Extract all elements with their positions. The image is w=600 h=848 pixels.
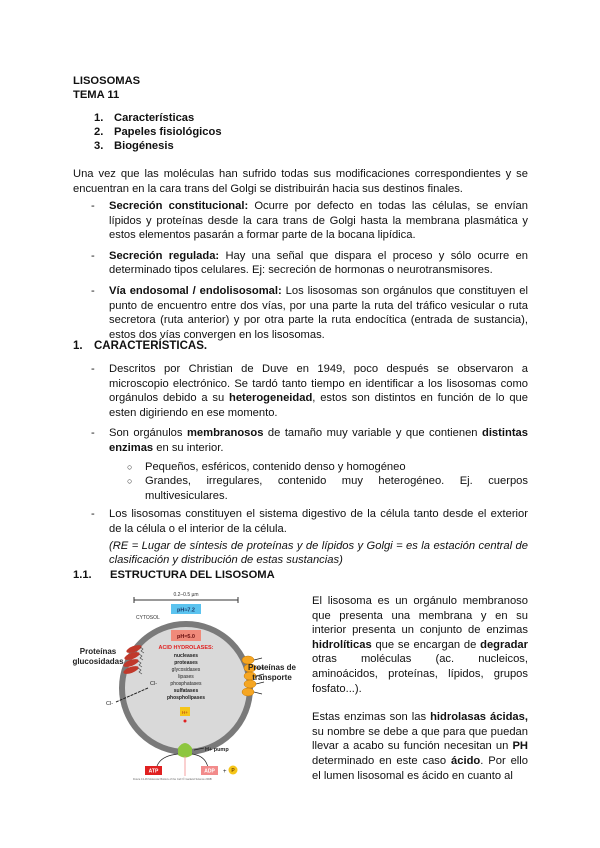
lysosome-diagram — [70, 590, 305, 780]
svg-text:ATP: ATP — [148, 768, 159, 775]
structure-paragraph-2: Estas enzimas son las hidrolasas ácidas, su nombre se debe a que para que puedan llevar a acabo su función necesitan un PH determinado en este caso ácido. Por ello el lumen lisosomal es ácido en cuanto al — [312, 711, 528, 782]
list-item: - Secreción regulada: Hay una señal que dispara el proceso y sólo ocurre en determinado tipos celulares. Ej: secreción de hormonas o neurotransmisores. — [91, 249, 528, 277]
toc-item: 3. Biogénesis — [94, 140, 174, 152]
svg-text:nucleases: nucleases — [173, 653, 199, 659]
document-title-block — [73, 74, 140, 102]
svg-text:sulfatases: sulfatases — [173, 688, 199, 694]
intro-paragraph: Una vez que las moléculas han sufrido todas sus modificaciones correspondientes y se encuentran en la cara trans del Golgi se distribuirán hacia sus destinos finales. — [73, 168, 528, 195]
svg-text:glycosidases: glycosidases — [171, 667, 201, 673]
sub-list-item: ○ Grandes, irregulares, contenido muy heterogéneo. Ej. cuerpos multivesiculares. — [127, 475, 528, 502]
list-item: - Descritos por Christian de Duve en 1949, poco después se observaron a microscopio electrónico. Se tardó tanto tiempo en identificar a los lisosomas como orgánulos debido a su heterogeneidad, estos son distintos en función de lo que esten digiriendo en ese momento. — [91, 363, 528, 419]
bullet-circle-icon: ○ — [127, 461, 133, 472]
svg-text:Cl-: Cl- — [106, 701, 114, 707]
svg-text:Proteínas de: Proteínas de — [247, 663, 297, 672]
svg-text:Cl-: Cl- — [150, 681, 158, 687]
svg-text:H+ pump: H+ pump — [205, 747, 229, 753]
structure-text — [312, 594, 528, 797]
structure-paragraph-1: El lisosoma es un orgánulo membranoso que presenta una membrana y en su interior presenta un conjunto de enzimas hidrolíticas que se encargan de degradar otras moléculas (ac. nucleicos, aminoácidos, proteínas, lípidos, grupos fosfato...). — [312, 595, 528, 695]
svg-text:Figure 13-36 Molecular Biology: Figure 13-36 Molecular Biology of the Cell (© Garland Science 2008) — [133, 778, 213, 780]
section-heading-caracteristicas: 1. CARACTERÍSTICAS. — [73, 340, 208, 352]
svg-text:P: P — [231, 768, 235, 774]
sub-list — [109, 460, 528, 504]
svg-text:pH≈5.0: pH≈5.0 — [177, 634, 195, 640]
svg-text:glucosidadas: glucosidadas — [72, 657, 124, 666]
note-paragraph: (RE = Lugar de síntesis de proteínas y de lípidos y Golgi = es la estación central de clasificación y distribución de estas sustancias) — [109, 539, 528, 567]
document-title: LISOSOMAS — [73, 75, 141, 87]
list-item: - Los lisosomas constituyen el sistema digestivo de la célula tanto desde el exterior de la célula o el interior de la célula. — [91, 508, 528, 535]
svg-text:+: + — [223, 769, 227, 775]
svg-text:ADP: ADP — [204, 768, 215, 775]
toc-item: 1. Características — [94, 112, 195, 124]
svg-text:H+: H+ — [182, 710, 188, 715]
size-label: 0.2–0.5 µm — [173, 592, 199, 598]
list-item: - Vía endosomal / endolisosomal: Los lisosomas son orgánulos que constituyen el punto de encuentro entre dos vías, por una parte la ruta del tráfico vesicular o ruta secretora (ruta anterior) y por otra parte la ruta endocítica (entrada de sustancia), estos dos vías convergen en los lisosomas. — [91, 284, 528, 341]
section-heading-estructura: 1.1. ESTRUCTURA DEL LISOSOMA — [73, 569, 275, 581]
svg-text:CYTOSOL: CYTOSOL — [136, 615, 160, 621]
table-of-contents — [94, 111, 222, 153]
document-subtitle: TEMA 11 — [73, 89, 120, 101]
svg-text:proteases: proteases — [174, 660, 198, 666]
characteristics-list — [91, 362, 528, 568]
svg-text:Proteínas: Proteínas — [79, 647, 117, 656]
svg-text:lipases: lipases — [178, 674, 194, 680]
sub-list-item: ○ Pequeños, esféricos, contenido denso y homogéneo — [127, 460, 406, 473]
svg-text:transporte: transporte — [252, 673, 292, 682]
svg-text:phospholipases: phospholipases — [166, 695, 206, 701]
toc-item: 2. Papeles fisiológicos — [94, 126, 222, 138]
list-item: - Secreción constitucional: Ocurre por defecto en todas las células, se envían lípidos y proteínas desde la cara trans de Golgi hasta la membrana plasmática y estos elementos pasarán a formar parte de la bocana lipídica. — [91, 200, 528, 242]
list-item: - Son orgánulos membranosos de tamaño muy variable y que contienen distintas enzimas en su interior. ○ Pequeños, esféricos, contenido denso y homogéneo ○ Grandes, irregulares, contenido muy heterogéneo. Ej. cuerpos multivesiculares. — [91, 427, 528, 502]
svg-text:phosphatases: phosphatases — [170, 681, 202, 687]
svg-text:ACID HYDROLASES:: ACID HYDROLASES: — [158, 645, 214, 651]
bullet-circle-icon: ○ — [127, 476, 133, 487]
routes-list — [91, 199, 528, 348]
svg-text:pH≈7.2: pH≈7.2 — [177, 607, 195, 614]
